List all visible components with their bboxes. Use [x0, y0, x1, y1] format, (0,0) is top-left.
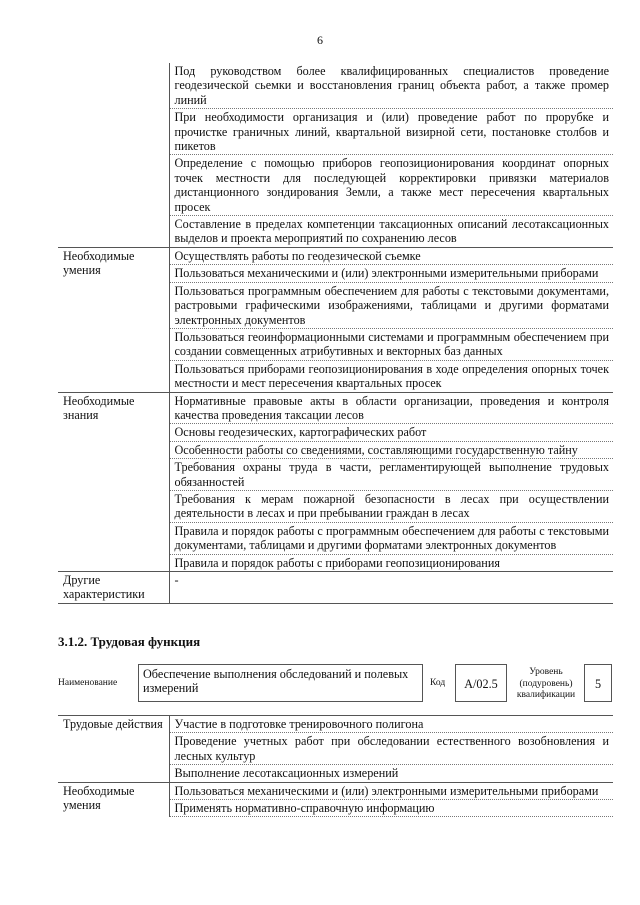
list-item: Основы геодезических, картографических работ: [169, 424, 613, 441]
list-item: Определение с помощью приборов геопозиционирования координат опорных точек местности для последующей корректировки привязки материалов дистанционного зондирования Земли, а также мест пересечения квартальных просек: [169, 155, 613, 216]
list-item: Выполнение лесотаксационных измерений: [169, 765, 613, 782]
list-item: Правила и порядок работы с приборами геопозиционирования: [169, 554, 613, 571]
other-characteristics-label: Другие характеристики: [58, 572, 169, 604]
section-heading: 3.1.2. Трудовая функция: [58, 634, 201, 649]
qualification-level-value: 5: [584, 664, 612, 702]
list-item: Пользоваться геоинформационными системами и программным обеспечением при создании совмещенных атрибутивных и векторных баз данных: [169, 328, 613, 360]
list-item: Пользоваться механическими и (или) электронными измерительными приборами: [169, 265, 613, 282]
actions-label: Трудовые действия: [58, 716, 169, 783]
list-item: Участие в подготовке тренировочного полигона: [169, 716, 613, 733]
page-number: 6: [317, 33, 323, 47]
qualification-level-label: Уровень (подуровень) квалификации: [516, 667, 576, 700]
name-label: Наименование: [58, 678, 118, 688]
list-item: Под руководством более квалифицированных специалистов проведение геодезической сьемки и восстановления границ объекта работ, а также промер линий: [169, 63, 613, 109]
skills-label: Необходимые умения: [58, 782, 169, 817]
labor-function-details-table: [58, 63, 613, 604]
list-item: Особенности работы со сведениями, составляющими государственную тайну: [169, 441, 613, 458]
list-item: Применять нормативно-справочную информацию: [169, 800, 613, 817]
row-label: [58, 63, 169, 109]
list-item: При необходимости организация и (или) проведение работ по прорубке и прочистке граничных линий, квартальной визирной сети, постановке столбов и пикетов: [169, 109, 613, 155]
list-item: Осуществлять работы по геодезической съемке: [169, 247, 613, 264]
list-item: Нормативные правовые акты в области организации, проведения и контроля качества проведения таксации лесов: [169, 392, 613, 424]
skills-label: Необходимые умения: [58, 247, 169, 392]
function-name-value: Обеспечение выполнения обследований и полевых измерений: [138, 664, 423, 702]
labor-actions-table: [58, 715, 613, 817]
list-item: Составление в пределах компетенции таксационных описаний лесотаксационных выделов и проекта мероприятий по сохранению лесов: [169, 216, 613, 248]
row-label: [58, 155, 169, 216]
list-item: Требования охраны труда в части, регламентирующей выполнение трудовых обязанностей: [169, 459, 613, 491]
row-label: [58, 216, 169, 248]
other-characteristics-value: -: [169, 572, 613, 604]
list-item: Пользоваться приборами геопозиционирования в ходе определения опорных точек местности и мест пересечения квартальных просек: [169, 360, 613, 392]
list-item: Проведение учетных работ при обследовании естественного возобновления и лесных культур: [169, 733, 613, 765]
list-item: Пользоваться программным обеспечением для работы с текстовыми документами, растровыми графическими изображениями, таблицами и другими форматами электронных документов: [169, 282, 613, 328]
knowledge-label: Необходимые знания: [58, 392, 169, 571]
list-item: Правила и порядок работы с программным обеспечением для работы с текстовыми документами, таблицами и другими форматами электронных документов: [169, 522, 613, 554]
function-code-value: А/02.5: [455, 664, 507, 702]
row-label: [58, 109, 169, 155]
list-item: Требования к мерам пожарной безопасности в лесах при осуществлении деятельности в лесах и при пребывании граждан в лесах: [169, 490, 613, 522]
list-item: Пользоваться механическими и (или) электронными измерительными приборами: [169, 782, 613, 799]
code-label: Код: [430, 678, 446, 688]
